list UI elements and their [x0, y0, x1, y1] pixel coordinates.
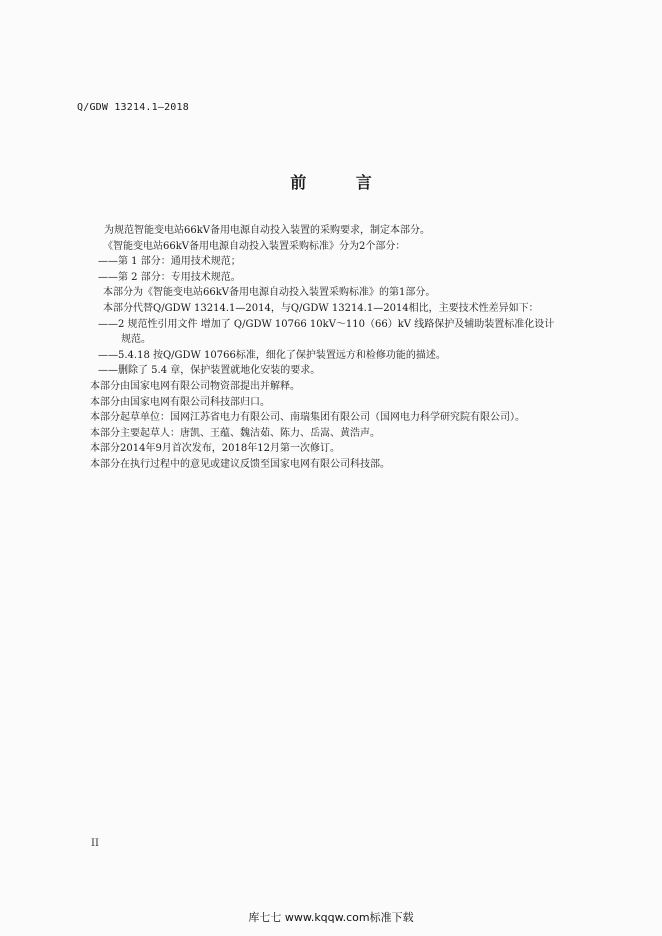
paragraph: 《智能变电站66kV备用电源自动投入装置采购标准》分为2个部分：	[103, 240, 406, 252]
paragraph: 本部分2014年9月首次发布，2018年12月第一次修订。	[90, 443, 340, 455]
paragraph: 本部分为《智能变电站66kV备用电源自动投入装置采购标准》的第1部分。	[103, 287, 436, 299]
list-item: ——删除了 5.4 章，保护装置就地化安装的要求。	[98, 365, 321, 377]
paragraph: 本部分由国家电网有限公司科技部归口。	[90, 396, 270, 408]
paragraph: 为规范智能变电站66kV备用电源自动投入装置的采购要求，制定本部分。	[104, 225, 431, 236]
standard-code: Q/GDW 13214.1—2018	[77, 102, 189, 113]
paragraph: 本部分由国家电网有限公司物资部提出并解释。	[90, 380, 300, 392]
paragraph: 本部分在执行过程中的意见或建议反馈至国家电网有限公司科技部。	[90, 458, 390, 470]
list-item-continuation: 规范。	[121, 334, 151, 346]
paragraph: 本部分主要起草人：唐凯、王蕴、魏洁茹、陈力、岳嵩、黄浩声。	[90, 427, 380, 439]
list-item: ——5.4.18 按Q/GDW 10766标准，细化了保护装置远方和检修功能的描述。	[98, 349, 446, 361]
paragraph: 本部分代替Q/GDW 13214.1—2014，与Q/GDW 13214.1—2014相比，主要技术性差异如下：	[103, 302, 539, 314]
page-number: II	[91, 838, 99, 849]
list-item: ——2 规范性引用文件 增加了 Q/GDW 10766 10kV～110（66）kV 线路保护及辅助装置标准化设计	[98, 318, 555, 330]
watermark-link[interactable]: 库七七 www.kqqw.com标准下载	[248, 911, 414, 924]
list-item: ——第 2 部分：专用技术规范。	[98, 271, 241, 283]
page-title: 前 言	[290, 173, 394, 192]
paragraph: 本部分起草单位：国网江苏省电力有限公司、南瑞集团有限公司（国网电力科学研究院有限公司）。	[90, 412, 525, 424]
list-item: ——第 1 部分：通用技术规范；	[98, 256, 241, 268]
document-body	[90, 223, 583, 473]
